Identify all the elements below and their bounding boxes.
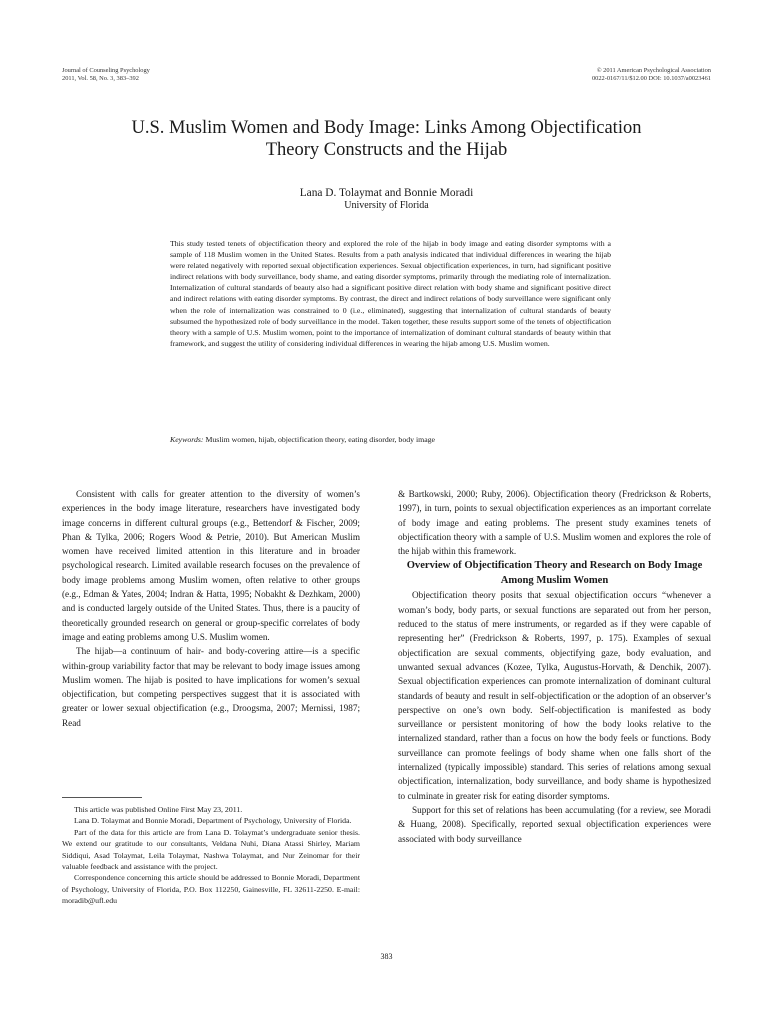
left-column [62,487,360,730]
footnote: This article was published Online First May 23, 2011. [74,805,243,814]
authors: Lana D. Tolaymat and Bonnie Moradi [299,187,474,199]
doi-text: 0022-0167/11/$12.00 DOI: 10.1037/a0023461 [591,75,711,82]
copyright-text: © 2011 American Psychological Association [596,67,711,74]
body-paragraph: Objectification theory posits that sexual objectification occurs “whenever a woman’s body, body parts, or sexual functions are separated out from her person, reduced to the status of mere instruments, or regarded as if they were capable of representing her” (Fredrickson & Roberts, 1997, p. 175). Examples of sexual objectification are sexual comments, objectifying gaze, body evaluation, and unwanted sexual advances (Kozee, Tylka, Augustus-Horvath, & Denchik, 2007). Sexual objectification experiences can promote internalization of dominant cultural standards of beauty and result in self-objectification or the adoption of an observer’s perspective on one’s own body. Self-objectification is manifested as body surveillance or persistent monitoring of how the body looks relative to the internalized standard, rather than a focus on how the body feels or functions. Body surveillance can promote feelings of body shame when one falls short of the internalized (typically impossible) standard. This series of relations among sexual objectification, internalization, body surveillance, and body shame is hypothesized to culminate in greater risk for eating disorder symptoms. [398,590,711,801]
journal-name: Journal of Counseling Psychology [62,67,150,74]
footnote: Lana D. Tolaymat and Bonnie Moradi, Department of Psychology, University of Florida. [74,816,352,826]
footnote-divider [62,797,142,798]
footnote: Correspondence concerning this article should be addressed to Bonnie Moradi, Department of Psychology, University of Florida, P.O. Box 112250, Gainesville, FL 32611-2250. E-mail: moradib@ufl.edu [62,873,360,906]
title-line-1: U.S. Muslim Women and Body Image: Links Among Objectification [131,118,642,138]
keywords [170,434,611,445]
article-title [60,117,713,161]
page-number: 383 [380,952,393,961]
copyright-header [592,67,711,83]
body-paragraph: The hijab—a continuum of hair- and body-covering attire—is a specific within-group variability factor that may be relevant to body image issues among Muslim women. The hijab is posited to have implications for women’s sexual objectification, but competing perspectives suggest that it is associated with greater or lower sexual objectification (e.g., Droogsma, 2007; Mernissi, 1987; Read [62,646,360,728]
journal-volume: 2011, Vol. 58, No. 3, 383–392 [62,75,139,82]
keywords-label: Keywords: [170,435,204,444]
footnotes [62,797,360,907]
footnote: Part of the data for this article are from Lana D. Tolaymat’s undergraduate senior thesis. We extend our gratitude to our consultants, Veldana Nuhi, Diana Atassi Shirley, Mariam Siddiqui, Asad Tolaymat, Leila Tolaymat, Nashwa Tolaymat, and Nur Zeinomar for their valuable feedback and assistance with the project. [62,827,360,872]
title-line-2: Theory Constructs and the Hijab [265,140,508,160]
body-paragraph: Support for this set of relations has been accumulating (for a review, see Moradi & Huang, 2008). Specifically, reported sexual objectification experiences were associated with body surveillance [398,804,711,844]
abstract: This study tested tenets of objectification theory and explored the role of the hijab in body image and eating disorder symptoms with a sample of 118 Muslim women in the United States. Results from a path analysis indicated that individual differences in wearing the hijab were related negatively with reported sexual objectification experiences. Sexual objectification experiences, in turn, had significant positive indirect relations with body surveillance, body shame, and eating disorder symptoms, primarily through the mediating role of internalization. Internalization of cultural standards of beauty also had a significant positive direct relation with body shame and significant positive direct and indirect relations with eating disorder symptoms. By contrast, the direct and indirect relations of body surveillance were significant only when the role of internalization was constrained to 0 (i.e., eliminated), suggesting that internalization of cultural standards of beauty subsumed the hypothesized role of body surveillance in the model. Taken together, these results support some of the tenets of objectification theory with a sample of U.S. Muslim women, point to the importance of internalization of dominant cultural standards of beauty within that framework, and suggest the utility of considering individual differences in wearing the hijab among U.S. Muslim women. [170,239,611,348]
body-paragraph: & Bartkowski, 2000; Ruby, 2006). Objectification theory (Fredrickson & Roberts, 1997), in turn, points to sexual objectification experiences as an important correlate of body image and eating problems. The present study examines tenets of objectification theory with a sample of U.S. Muslim women and explores the role of the hijab within this framework. [398,489,711,557]
section-heading: Overview of Objectification Theory and Research on Body Image Among Muslim Women [406,560,703,587]
keywords-list: Muslim women, hijab, objectification theory, eating disorder, body image [205,435,436,444]
affiliation: University of Florida [344,200,429,211]
right-column [398,487,711,846]
body-paragraph: Consistent with calls for greater attention to the diversity of women’s experiences in the body image literature, researchers have investigated body image concerns in different cultural groups (e.g., Bettendorf & Fischer, 2009; Phan & Tylka, 2006; Rogers Wood & Petrie, 2010). But American Muslim women have received limited attention in this literature and in broader psychological research. Limited available research focuses on the prevalence of body image problems among Muslim women, often relative to other groups (e.g., Edman & Yates, 2004; Indran & Hatta, 1995; Nobakht & Dezhkam, 2000) and is conducted largely outside of the United States. Thus, there is a paucity of theoretically grounded research on general or group-specific correlates of body image and eating problems among U.S. Muslim women. [62,489,360,642]
journal-header [62,67,150,83]
